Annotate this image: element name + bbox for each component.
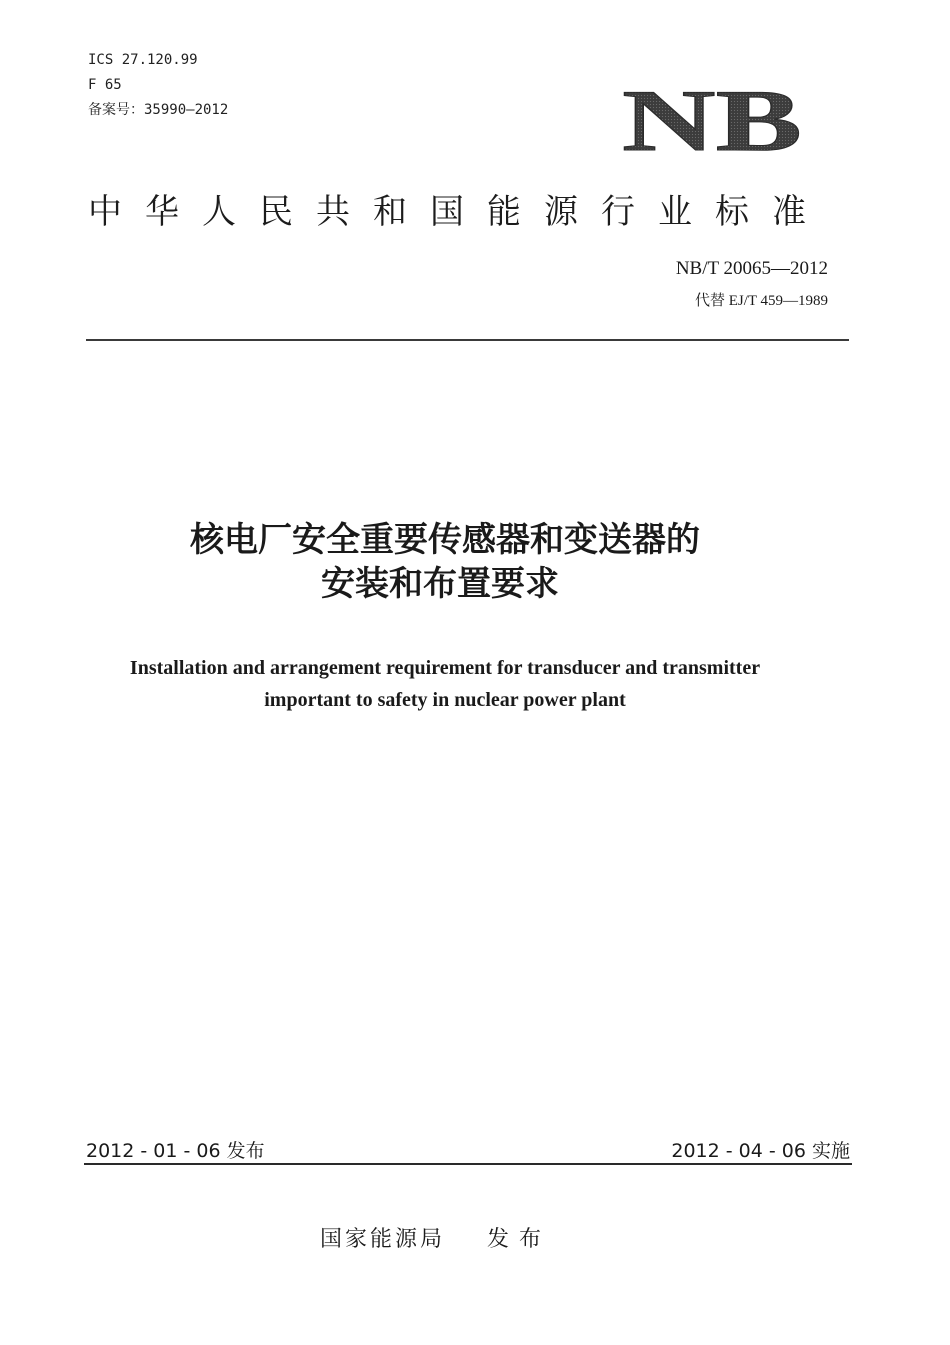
footer-divider xyxy=(84,1163,852,1165)
standard-number: NB/T 20065—2012 xyxy=(675,258,828,279)
ccs-code: F 65 xyxy=(88,77,122,93)
issue-date: 2012 - 01 - 06 发布 xyxy=(86,1140,265,1162)
classification-block xyxy=(88,48,228,123)
title-english-line1: Installation and arrangement requirement for transducer and transmitter xyxy=(129,657,761,679)
record-number: 备案号：35990—2012 xyxy=(88,102,229,118)
nb-logo xyxy=(622,88,804,156)
logo-text: NB xyxy=(622,88,802,156)
issuer-line xyxy=(320,1222,551,1253)
header-divider xyxy=(86,339,849,341)
title-chinese-line2: 安装和布置要求 xyxy=(321,564,559,604)
issuer-action: 发布 xyxy=(487,1227,552,1252)
category-title: 中华人民共和国能源行业标准 xyxy=(88,192,829,232)
title-chinese-line1: 核电厂安全重要传感器和变送器的 xyxy=(190,520,700,560)
title-english-line2: important to safety in nuclear power plant xyxy=(264,689,626,711)
replaces-standard: 代替 EJ/T 459—1989 xyxy=(694,293,828,309)
ics-code: ICS 27.120.99 xyxy=(88,52,198,68)
issuer-name: 国家能源局 xyxy=(320,1227,446,1252)
title-english xyxy=(0,652,890,716)
effective-date: 2012 - 04 - 06 实施 xyxy=(671,1140,850,1162)
title-chinese xyxy=(0,518,890,606)
